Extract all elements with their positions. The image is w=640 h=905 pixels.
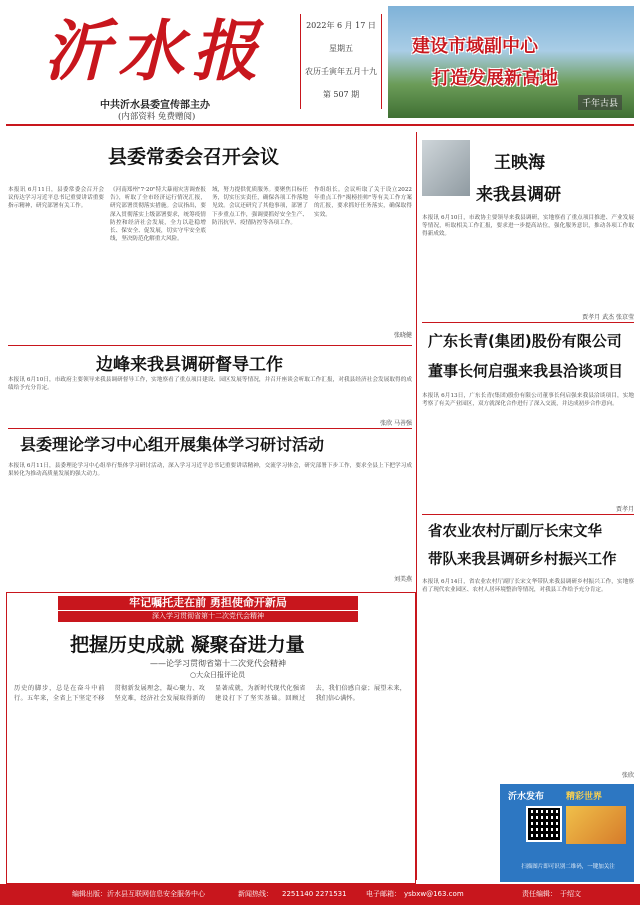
article-1-col-1: 本报讯 6月11日，县委常委会召开会议传达学习习近平总书记重要讲话重要指示精神，研究部署有关工作。 (8, 187, 104, 210)
article-5-headline-1: 王映海 (494, 153, 545, 173)
footer-email: ysbxw@163.com (404, 890, 464, 898)
footer-phone-label: 新闻热线： (238, 890, 273, 898)
article-3-headline: 县委理论学习中心组开展集体学习研讨活动 (20, 435, 325, 454)
article-4-headline: 把握历史成就 凝聚奋进力量 (70, 634, 305, 656)
article-5-headline-2: 来我县调研 (476, 185, 561, 205)
article-7-headline-2: 带队来我县调研乡村振兴工作 (428, 552, 617, 568)
article-1-col-4: 作组组长。会议听取了关于设立2022年重点工作"揭榜挂帅"等有关工作方案的汇报，要求抓好任务落实，确保取得实效。 (314, 187, 412, 218)
article-7-body: 本报讯 6月14日，省农业农村厅副厅长宋文华带队来我县调研乡村振兴工作，实地察看了现代农业园区、农村人居环境整治等情况，对我县工作给予充分肯定。 (422, 579, 634, 594)
footer-chief: 于绍文 (560, 890, 581, 898)
article-5-photo (422, 140, 470, 196)
article-1-byline: 张晓健 (393, 332, 412, 339)
section-rule-2 (8, 428, 412, 429)
article-2-byline: 张欣 马善强 (380, 420, 412, 427)
article-6-headline-1: 广东长青(集团)股份有限公司 (428, 332, 622, 350)
commentary-red-subtitle: 深入学习贯彻省第十二次党代会精神 (58, 611, 358, 622)
promo-title: 沂水发布 (508, 792, 545, 802)
article-2-body: 本报讯 6月10日，市政府主要领导来我县调研督导工作，实地察看了重点项目建设、园区发展等情况，并召开座谈会听取工作汇报，对我县经济社会发展取得的成绩给予充分肯定。 (8, 377, 412, 392)
issue-weekday: 星期五 (329, 44, 353, 53)
promo-tagline: 精彩世界 (566, 792, 603, 802)
footer-publisher: 编辑出版：沂水县互联网信息安全服务中心 (72, 890, 205, 898)
article-4-source: ○大众日报评论员 (190, 671, 246, 679)
banner-sign: 千年古县 (578, 95, 622, 110)
promo-scan-hint: 扫描图片即可识别二维码，一键加关注 (521, 864, 615, 870)
issue-date: 2022年 6 月 17 日 (306, 21, 376, 30)
article-1-headline: 县委常委会召开会议 (108, 146, 280, 168)
date-box (300, 14, 382, 109)
footer-phone: 2251140 2271531 (282, 890, 347, 898)
article-7-headline-1: 省农业农村厅副厅长宋文华 (428, 524, 602, 540)
sponsor-line: 中共沂水县委宣传部主办 (100, 100, 210, 111)
article-7-byline: 张欣 (621, 772, 634, 779)
article-3-byline: 刘美燕 (393, 576, 412, 583)
footer-chief-label: 责任编辑： (522, 890, 557, 898)
qr-code-icon[interactable] (526, 806, 562, 842)
issue-number: 第 507 期 (322, 90, 360, 99)
article-1-col-2: 《河南郑州"7·20"特大暴雨灾害调查报告》，听取了全市经济运行情况汇报，研究部署贯彻落实措施。会议指出，要深入贯彻落实上级部署要求，统筹疫情防控和经济社会发展，全力以赴稳增长、保安全、促发展，切实守牢安全底线，坚决防范化解重大风险。 (110, 187, 206, 243)
article-6-headline-2: 董事长何启强来我县洽谈项目 (428, 362, 624, 380)
article-2-headline: 边峰来我县调研督导工作 (96, 355, 283, 375)
footer-bar (0, 884, 640, 905)
issue-lunar-date: 农历壬寅年五月十九 (305, 67, 377, 76)
article-5-body: 本报讯 6月10日，市政协主要领导来我县调研，实地察看了重点项目推进、产业发展等情况，听取相关工作汇报，要求进一步提高站位，强化服务意识，推动各项工作取得新成效。 (422, 215, 634, 238)
banner-line-2: 打造发展新高地 (432, 68, 558, 89)
commentary-red-banner: 牢记嘱托走在前 勇担使命开新局 (58, 596, 358, 610)
article-4-subtitle: ——论学习贯彻省第十二次党代会精神 (150, 659, 286, 668)
promo-image (566, 806, 626, 844)
header-banner-image (388, 6, 634, 118)
article-6-byline: 贾孝月 (615, 506, 634, 513)
section-rule-1 (8, 345, 412, 346)
footer-email-label: 电子邮箱： (366, 890, 401, 898)
article-3-body: 本报讯 6月11日，县委理论学习中心组举行集体学习研讨活动，深入学习习近平总书记重要讲话精神，交流学习体会，研究部署下步工作，要求全县上下把学习成果转化为推动高质量发展的强大动力。 (8, 463, 412, 478)
sponsor-subline: (内部资料 免费赠阅) (118, 112, 196, 122)
section-rule-4 (422, 514, 634, 515)
article-5-byline: 贾孝月 武杰 张京莹 (582, 314, 634, 321)
banner-line-1: 建设市域副中心 (412, 36, 538, 57)
article-4-body: 历史的脚步，总是在奋斗中前行。五年来，全省上下坚定不移贯彻新发展理念，凝心聚力、攻坚克难，经济社会发展取得新的显著成就，为新时代现代化强省建设打下了坚实基础。回顾过去，我们倍感自豪；展望未来，我们信心满怀。 (14, 685, 406, 702)
masthead-logo: 沂水报 (44, 12, 266, 90)
column-divider (416, 132, 417, 880)
article-6-body: 本报讯 6月13日，广东长青(集团)股份有限公司董事长何启强来我县洽谈项目，实地考察了有关产业园区，双方就深化合作进行了深入交流，并达成初步合作意向。 (422, 393, 634, 408)
masthead-rule (6, 124, 634, 126)
article-1-col-3: 域，努力提供优质服务。要聚焦目标任务，切实压实责任，确保各项工作落地见效。会议还研究了其他事项，部署了下步重点工作，强调要抓好安全生产、防汛抗旱、疫情防控等各项工作。 (212, 187, 308, 226)
section-rule-3 (422, 322, 634, 323)
